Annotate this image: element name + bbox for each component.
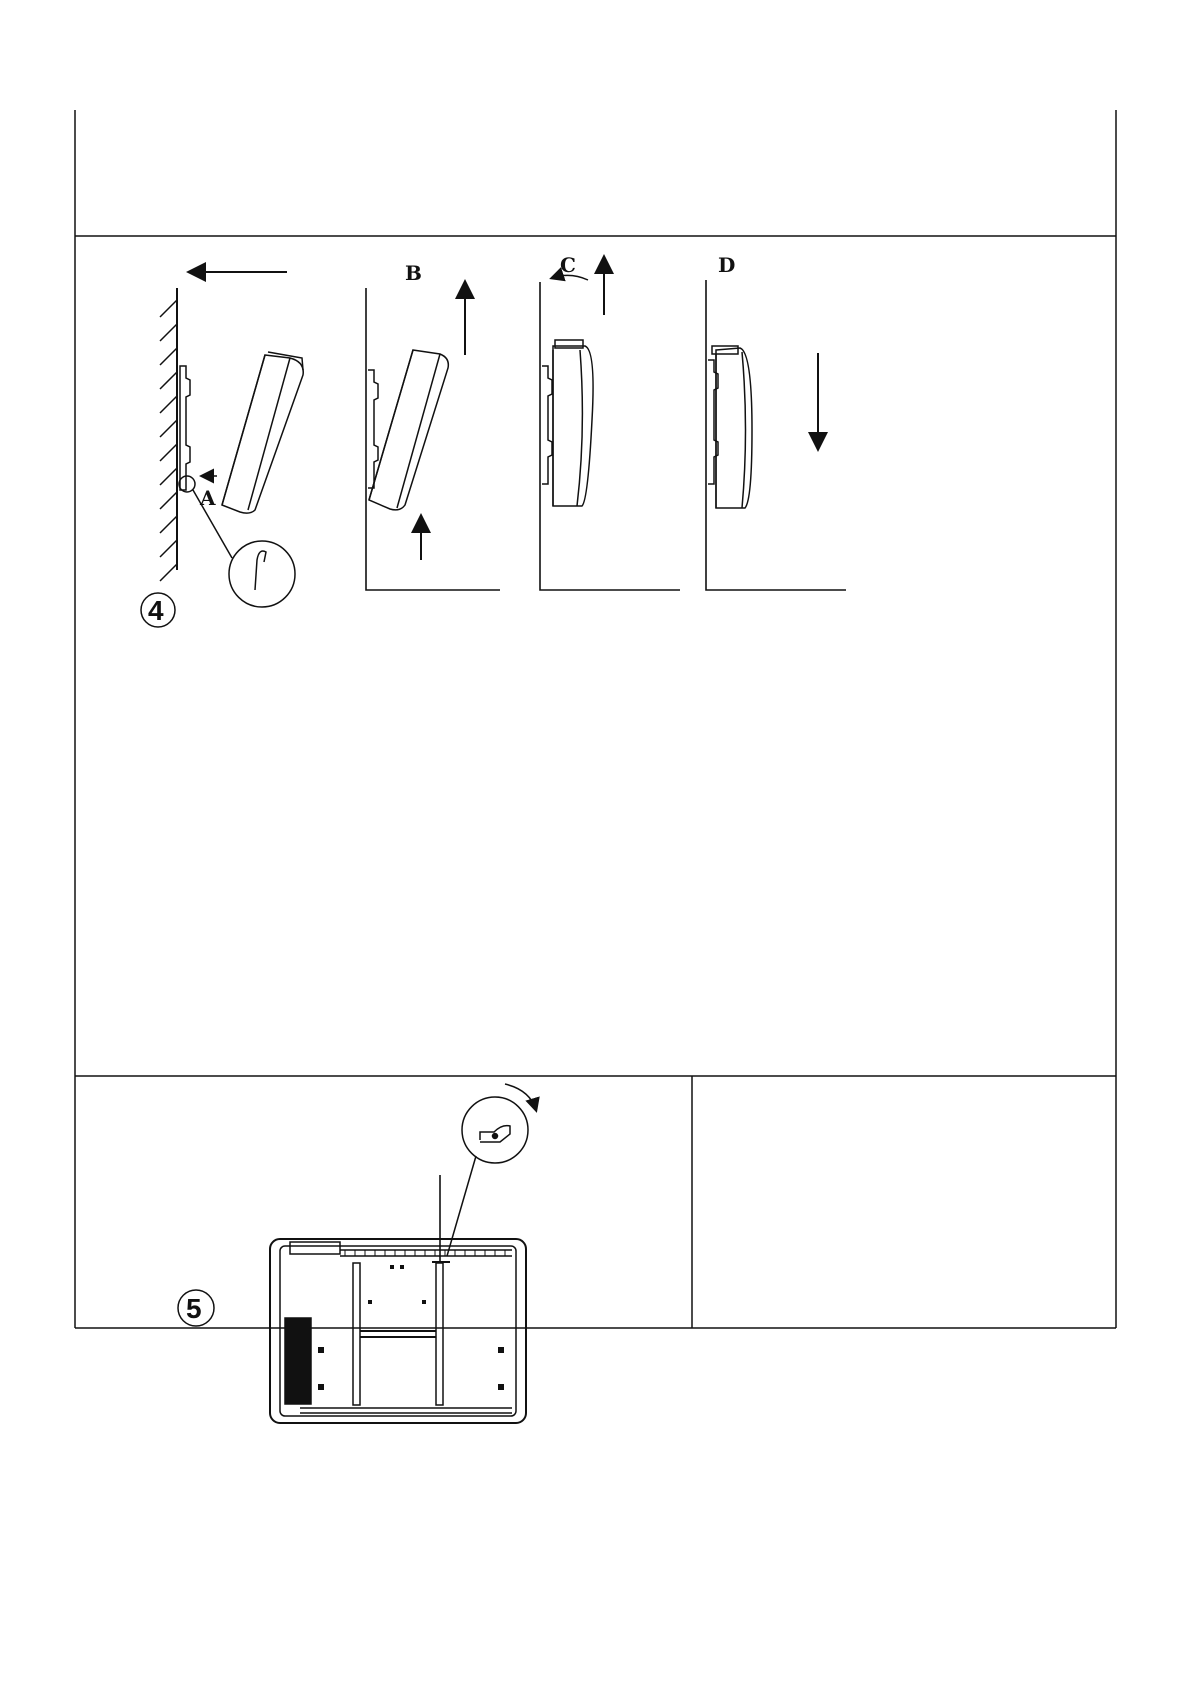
step-label-b: B [405, 261, 422, 285]
heater-rear-panel [270, 1175, 526, 1423]
bracket-rail-right [436, 1263, 443, 1405]
bracket-rail-left [353, 1263, 360, 1405]
rotate-arrow-lock [505, 1084, 536, 1110]
heater-d [712, 346, 752, 508]
heater-tilted-a [222, 352, 303, 513]
bracket-b [368, 370, 378, 488]
lock-detail-leader [447, 1156, 476, 1256]
step-label-c: C [560, 253, 576, 277]
top-vent-slots [345, 1250, 505, 1256]
heater-tilted-b [369, 350, 448, 510]
hook-detail-shape [255, 551, 266, 590]
panel-c [540, 253, 680, 590]
lock-detail-magnifier [462, 1097, 528, 1163]
panel-d [706, 253, 846, 590]
step-label-a: A [200, 486, 216, 510]
figure-4-number: 4 [148, 595, 164, 626]
figure-4 [141, 253, 846, 627]
bracket-c [542, 366, 552, 484]
figure-5-number: 5 [186, 1293, 202, 1324]
panel-a-wall [141, 272, 303, 627]
page-frame [75, 110, 1116, 1328]
detail-circle-small [179, 476, 195, 492]
panel-b [366, 261, 500, 590]
wall-bracket [180, 366, 190, 490]
control-box [285, 1318, 311, 1404]
wall-hatching [160, 300, 177, 581]
heater-c [553, 340, 593, 506]
figure-5 [178, 1084, 536, 1423]
step-label-d: D [718, 253, 736, 277]
